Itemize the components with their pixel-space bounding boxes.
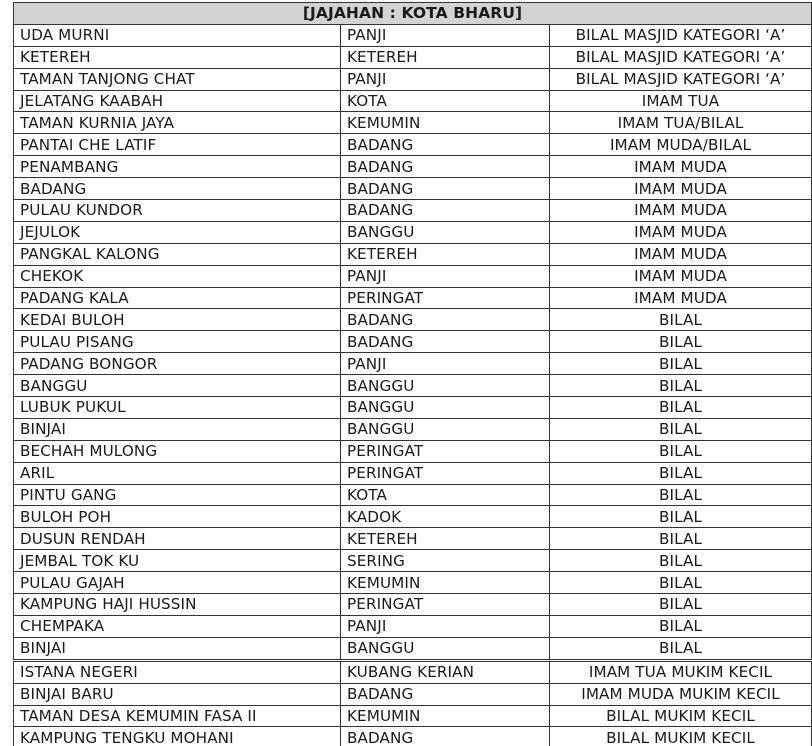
mosque-name-cell: TAMAN DESA KEMUMIN FASA II xyxy=(14,705,341,727)
position-cell: BILAL MUKIM KECIL xyxy=(550,727,812,746)
position-cell: BILAL xyxy=(550,418,812,440)
mosque-name-cell: PADANG BONGOR xyxy=(14,353,341,375)
mukim-cell: BADANG xyxy=(341,331,550,353)
mukim-cell: BADANG xyxy=(341,683,550,705)
district-header: [JAJAHAN : KOTA BHARU] xyxy=(14,3,812,25)
position-cell: BILAL xyxy=(550,594,812,616)
mukim-cell: BANGGU xyxy=(341,637,550,660)
mukim-cell: PANJI xyxy=(341,68,550,90)
district-header-row xyxy=(14,3,812,25)
table-row xyxy=(14,397,812,419)
position-cell: IMAM MUDA xyxy=(550,178,812,200)
mosque-name-cell: JEJULOK xyxy=(14,221,341,243)
mosque-name-cell: BINJAI xyxy=(14,637,341,660)
mukim-cell: BADANG xyxy=(341,178,550,200)
table-row xyxy=(14,528,812,550)
position-cell: BILAL xyxy=(550,331,812,353)
position-cell: BILAL xyxy=(550,440,812,462)
table-row xyxy=(14,550,812,572)
mukim-cell: PANJI xyxy=(341,265,550,287)
table-row xyxy=(14,683,812,705)
position-cell: BILAL xyxy=(550,637,812,660)
table-row xyxy=(14,265,812,287)
table-row xyxy=(14,309,812,331)
mosque-name-cell: BANGGU xyxy=(14,375,341,397)
position-cell: IMAM MUDA/BILAL xyxy=(550,134,812,156)
position-cell: BILAL xyxy=(550,550,812,572)
mosque-name-cell: CHEKOK xyxy=(14,265,341,287)
mosque-name-cell: PENAMBANG xyxy=(14,156,341,178)
mosque-name-cell: KAMPUNG HAJI HUSSIN xyxy=(14,594,341,616)
mukim-cell: PERINGAT xyxy=(341,594,550,616)
position-cell: IMAM TUA/BILAL xyxy=(550,112,812,134)
table-row xyxy=(14,24,812,46)
position-cell: BILAL xyxy=(550,506,812,528)
mosque-name-cell: JELATANG KAABAH xyxy=(14,90,341,112)
table-row xyxy=(14,418,812,440)
table-row xyxy=(14,243,812,265)
mukim-cell: KETEREH xyxy=(341,46,550,68)
position-cell: BILAL MUKIM KECIL xyxy=(550,705,812,727)
position-cell: IMAM MUDA xyxy=(550,243,812,265)
mosque-name-cell: BINJAI xyxy=(14,418,341,440)
table-row xyxy=(14,637,812,660)
table-row xyxy=(14,615,812,637)
table-row xyxy=(14,506,812,528)
mosque-name-cell: BADANG xyxy=(14,178,341,200)
mukim-cell: PANJI xyxy=(341,615,550,637)
position-cell: IMAM MUDA MUKIM KECIL xyxy=(550,683,812,705)
table-row xyxy=(14,462,812,484)
mosque-name-cell: PULAU KUNDOR xyxy=(14,200,341,222)
mukim-cell: KEMUMIN xyxy=(341,705,550,727)
position-cell: BILAL xyxy=(550,309,812,331)
mukim-cell: PANJI xyxy=(341,353,550,375)
position-cell: BILAL MASJID KATEGORI ‘A’ xyxy=(550,46,812,68)
mosque-staff-table xyxy=(13,2,812,746)
position-cell: BILAL xyxy=(550,484,812,506)
mosque-name-cell: TAMAN TANJONG CHAT xyxy=(14,68,341,90)
position-cell: BILAL xyxy=(550,462,812,484)
table-row xyxy=(14,440,812,462)
table-row xyxy=(14,705,812,727)
mosque-name-cell: PANTAI CHE LATIF xyxy=(14,134,341,156)
mosque-name-cell: CHEMPAKA xyxy=(14,615,341,637)
mukim-cell: BANGGU xyxy=(341,375,550,397)
mosque-name-cell: KAMPUNG TENGKU MOHANI xyxy=(14,727,341,746)
table-row xyxy=(14,156,812,178)
table-row xyxy=(14,353,812,375)
mukim-cell: BADANG xyxy=(341,309,550,331)
mukim-cell: KETEREH xyxy=(341,243,550,265)
position-cell: BILAL xyxy=(550,353,812,375)
mosque-name-cell: BINJAI BARU xyxy=(14,683,341,705)
table-row xyxy=(14,90,812,112)
table-row xyxy=(14,178,812,200)
table-row xyxy=(14,68,812,90)
mosque-name-cell: PULAU PISANG xyxy=(14,331,341,353)
mukim-cell: PERINGAT xyxy=(341,440,550,462)
table-row xyxy=(14,46,812,68)
mosque-name-cell: PADANG KALA xyxy=(14,287,341,309)
mosque-name-cell: JEMBAL TOK KU xyxy=(14,550,341,572)
mukim-cell: KOTA xyxy=(341,484,550,506)
mosque-name-cell: KEDAI BULOH xyxy=(14,309,341,331)
mosque-name-cell: ISTANA NEGERI xyxy=(14,660,341,683)
position-cell: IMAM MUDA xyxy=(550,200,812,222)
position-cell: BILAL xyxy=(550,572,812,594)
table-row xyxy=(14,134,812,156)
mukim-cell: BANGGU xyxy=(341,418,550,440)
position-cell: BILAL xyxy=(550,528,812,550)
table-row xyxy=(14,331,812,353)
table-row xyxy=(14,200,812,222)
table-row xyxy=(14,594,812,616)
mukim-cell: KOTA xyxy=(341,90,550,112)
mosque-name-cell: PANGKAL KALONG xyxy=(14,243,341,265)
mukim-cell: BADANG xyxy=(341,200,550,222)
position-cell: BILAL xyxy=(550,375,812,397)
position-cell: IMAM MUDA xyxy=(550,156,812,178)
mukim-cell: SERING xyxy=(341,550,550,572)
mosque-name-cell: DUSUN RENDAH xyxy=(14,528,341,550)
mosque-name-cell: KETEREH xyxy=(14,46,341,68)
mukim-cell: PERINGAT xyxy=(341,287,550,309)
mosque-name-cell: UDA MURNI xyxy=(14,24,341,46)
position-cell: IMAM TUA MUKIM KECIL xyxy=(550,660,812,683)
position-cell: BILAL MASJID KATEGORI ‘A’ xyxy=(550,24,812,46)
position-cell: BILAL xyxy=(550,397,812,419)
mosque-name-cell: BULOH POH xyxy=(14,506,341,528)
table-row xyxy=(14,572,812,594)
table-row xyxy=(14,375,812,397)
position-cell: BILAL MASJID KATEGORI ‘A’ xyxy=(550,68,812,90)
mosque-name-cell: BECHAH MULONG xyxy=(14,440,341,462)
mukim-cell: PANJI xyxy=(341,24,550,46)
position-cell: IMAM MUDA xyxy=(550,287,812,309)
table-row xyxy=(14,660,812,683)
table-row xyxy=(14,112,812,134)
mukim-cell: KEMUMIN xyxy=(341,572,550,594)
mukim-cell: KEMUMIN xyxy=(341,112,550,134)
table-body xyxy=(14,24,812,746)
mukim-cell: BADANG xyxy=(341,727,550,746)
position-cell: IMAM TUA xyxy=(550,90,812,112)
mukim-cell: BANGGU xyxy=(341,221,550,243)
position-cell: BILAL xyxy=(550,615,812,637)
table-row xyxy=(14,727,812,746)
mosque-name-cell: ARIL xyxy=(14,462,341,484)
mosque-name-cell: TAMAN KURNIA JAYA xyxy=(14,112,341,134)
mukim-cell: BANGGU xyxy=(341,397,550,419)
mukim-cell: KETEREH xyxy=(341,528,550,550)
position-cell: IMAM MUDA xyxy=(550,221,812,243)
mosque-name-cell: PINTU GANG xyxy=(14,484,341,506)
mukim-cell: BADANG xyxy=(341,134,550,156)
mosque-name-cell: PULAU GAJAH xyxy=(14,572,341,594)
position-cell: IMAM MUDA xyxy=(550,265,812,287)
mukim-cell: KUBANG KERIAN xyxy=(341,660,550,683)
mukim-cell: KADOK xyxy=(341,506,550,528)
mukim-cell: PERINGAT xyxy=(341,462,550,484)
mukim-cell: BADANG xyxy=(341,156,550,178)
table-row xyxy=(14,221,812,243)
mosque-name-cell: LUBUK PUKUL xyxy=(14,397,341,419)
table-row xyxy=(14,287,812,309)
table-row xyxy=(14,484,812,506)
